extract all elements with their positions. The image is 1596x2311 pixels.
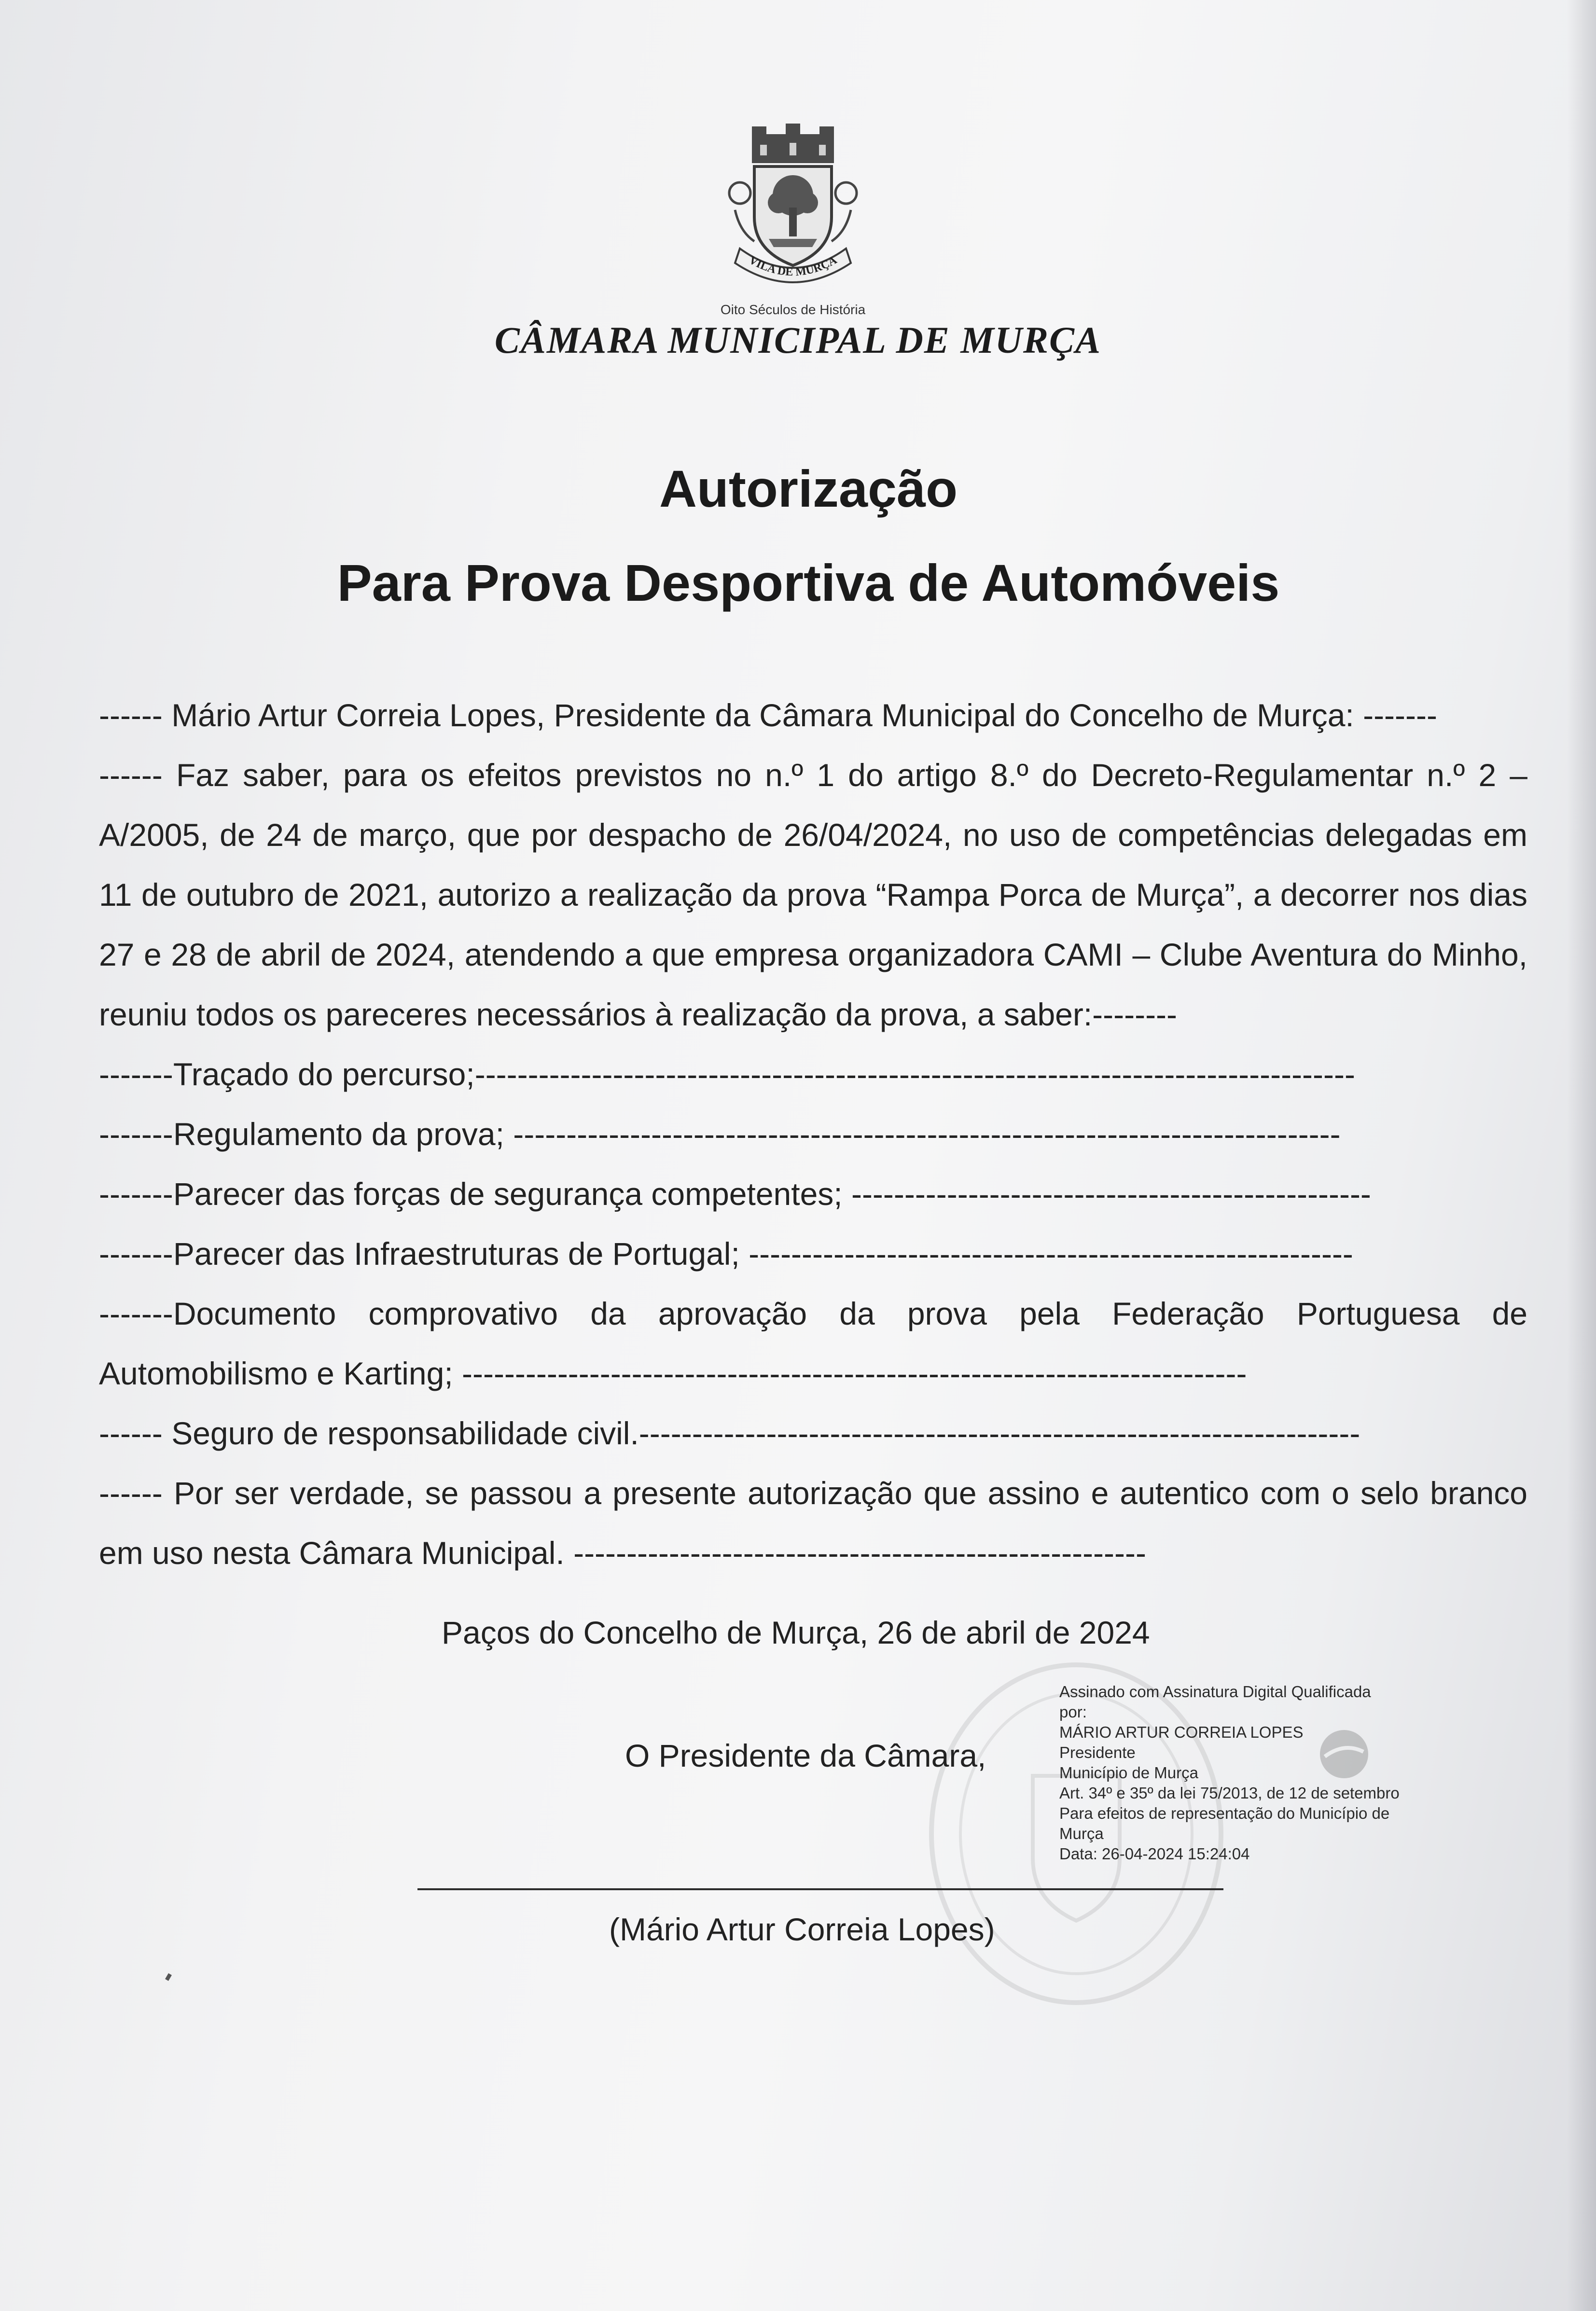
document-title: Autorização xyxy=(659,459,958,518)
digital-signature-block xyxy=(1059,1682,1494,1864)
stray-ink-mark xyxy=(165,1973,172,1981)
closing-paragraph: ------ Por ser verdade, se passou a presente autorização que assino e autentico com o selo branco em uso nesta Câmara Municipal. ------------------------------------------------------ xyxy=(99,1475,1527,1571)
municipality-name: CÂMARA MUNICIPAL DE MURÇA xyxy=(494,319,1102,361)
document-body xyxy=(99,685,1527,1583)
signature-line-rule xyxy=(417,1888,1223,1890)
signature-line: MÁRIO ARTUR CORREIA LOPES xyxy=(1059,1723,1304,1741)
list-item: -------Parecer das forças de segurança competentes; ------------------------------------------------- xyxy=(99,1176,1371,1212)
signer-name: (Mário Artur Correia Lopes) xyxy=(609,1911,995,1947)
municipal-crest-icon xyxy=(706,121,880,304)
signature-line: Para efeitos de representação do Município de xyxy=(1059,1804,1390,1822)
signature-line: Murça xyxy=(1059,1825,1104,1842)
signature-line: por: xyxy=(1059,1703,1087,1721)
signature-date: Data: 26-04-2024 15:24:04 xyxy=(1059,1845,1250,1863)
signature-line: Assinado com Assinatura Digital Qualificada xyxy=(1059,1683,1371,1701)
signature-line: Município de Murça xyxy=(1059,1764,1198,1782)
authorization-paragraph: ------ Faz saber, para os efeitos previstos no n.º 1 do artigo 8.º do Decreto-Regulamentar n.º 2 – A/2005, de 24 de março, que por despacho de 26/04/2024, no uso de competências delegadas em 11 de outubro de 2021, autorizo a realização da prova “Rampa Porca de Murça”, a decorrer nos dias 27 e 28 de abril de 2024, atendendo a que empresa organizadora CAMI – Clube Aventura do Minho, reuniu todos os pareceres necessários à realização da prova, a saber:-------- xyxy=(99,757,1527,1032)
list-item: -------Traçado do percurso;----------------------------------------------------------------------------------- xyxy=(99,1056,1355,1092)
letterhead xyxy=(677,121,909,318)
signature-provider-logo-icon xyxy=(1318,1728,1371,1781)
list-item: -------Documento comprovativo da aprovação da prova pela Federação Portuguesa de Automobilismo e Karting; -------------------------------------------------------------------------- xyxy=(99,1296,1527,1391)
place-date: Paços do Concelho de Murça, 26 de abril de 2024 xyxy=(442,1615,1150,1650)
list-item: -------Parecer das Infraestruturas de Portugal; --------------------------------------------------------- xyxy=(99,1236,1353,1272)
document-subtitle: Para Prova Desportiva de Automóveis xyxy=(337,554,1280,612)
signature-line: Presidente xyxy=(1059,1744,1136,1761)
list-item: -------Regulamento da prova; ------------------------------------------------------------------------------ xyxy=(99,1116,1341,1152)
president-label: O Presidente da Câmara, xyxy=(625,1738,986,1773)
signature-line: Art. 34º e 35º da lei 75/2013, de 12 de setembro xyxy=(1059,1784,1400,1802)
list-item: ------ Seguro de responsabilidade civil.-------------------------------------------------------------------- xyxy=(99,1415,1360,1451)
intro-paragraph: ------ Mário Artur Correia Lopes, Presidente da Câmara Municipal do Concelho de Murça: ------- xyxy=(99,697,1437,733)
crest-inscription: VILA DE MURÇA xyxy=(747,253,839,279)
crest-motto: Oito Séculos de História xyxy=(720,302,866,317)
